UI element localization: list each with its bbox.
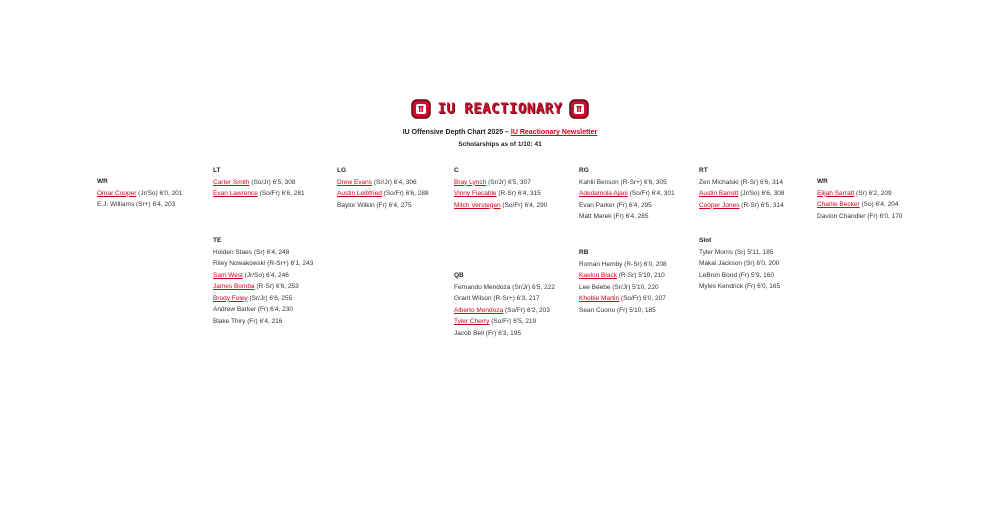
player-info: (R-Sr+) 6'1, 243 (265, 260, 314, 267)
player-name: Lee Beebe (579, 283, 611, 291)
player-row (454, 188, 547, 200)
position-label: C (454, 167, 459, 174)
player-info: (Sr/Jr) 5'10, 220 (610, 283, 659, 291)
helmet-icon (410, 98, 432, 120)
player-info: (Sr) 6'2, 209 (854, 189, 892, 197)
position-group-slot (699, 235, 780, 293)
player-row (337, 200, 429, 212)
player-row (213, 293, 313, 305)
player-row (454, 328, 555, 340)
player-info: (Fr) 5'10, 185 (615, 306, 656, 314)
player-info: (Fr) 6'3, 195 (484, 329, 522, 337)
player-info: (Sr/Jr) 6'5, 222 (510, 283, 555, 291)
player-info: (Jr/So) 6'0, 201 (136, 189, 183, 197)
player-row (454, 305, 555, 317)
player-name-link[interactable]: Elijah Sarratt (817, 189, 855, 197)
player-row (454, 177, 547, 189)
player-row (579, 200, 675, 212)
page-title (0, 129, 1000, 136)
position-label: Slot (699, 237, 712, 244)
player-row (699, 177, 784, 189)
player-name-link[interactable]: Drew Evans (337, 178, 373, 186)
player-info: (Sr+) 6'4, 203 (134, 201, 176, 208)
player-name-link[interactable]: James Bomba (213, 283, 255, 290)
player-row (213, 270, 313, 282)
position-group-c (454, 165, 547, 211)
player-name-link[interactable]: Austin Leibfried (337, 190, 382, 197)
player-row (337, 177, 429, 189)
player-row (579, 259, 667, 271)
player-info: (Fr) 6'4, 295 (614, 201, 652, 209)
player-name-link[interactable]: Carter Smith (213, 178, 250, 186)
player-info: (So) 6'4, 204 (859, 201, 899, 208)
player-row (213, 177, 305, 189)
player-info: (So/Jr) 6'5, 308 (249, 178, 296, 186)
player-row (579, 305, 667, 317)
player-row (213, 258, 313, 270)
player-info: (So/Fr) 6'5, 219 (489, 318, 537, 325)
player-name: Myles Kendrick (699, 283, 744, 290)
player-name: Davion Chandler (817, 212, 866, 220)
player-name-link[interactable]: Tyler Cherry (454, 318, 490, 325)
player-name: Matt Marek (579, 213, 612, 220)
player-info: (Sr) 5'11, 185 (732, 248, 774, 256)
player-info: (So/Fr) 6'0, 207 (619, 295, 666, 302)
player-name-link[interactable]: Mitch Verstegen (454, 201, 501, 209)
player-info: (Fr) 6'4, 230 (256, 306, 294, 313)
player-row (579, 211, 675, 223)
player-info: (Fr) 6'0, 170 (865, 212, 903, 220)
player-name: Tyler Morris (699, 248, 733, 256)
player-name: Jacob Bell (454, 329, 484, 337)
position-group-wr-right (817, 176, 902, 222)
scholarship-count: Scholarships as of 1/10: 41 (458, 141, 542, 148)
position-label: QB (454, 272, 464, 279)
player-name: Zen Michalski (699, 178, 739, 186)
player-name-link[interactable]: Cooper Jones (699, 201, 740, 209)
player-name: Fernando Mendoza (454, 283, 511, 291)
player-name-link[interactable]: Omar Cooper (97, 189, 137, 197)
player-info: (R-Sr) 6'0, 208 (622, 260, 667, 268)
newsletter-link[interactable]: IU Reactionary Newsletter (510, 129, 598, 136)
player-info: (R-Sr) 6'4, 315 (496, 190, 541, 197)
position-label: RT (699, 167, 708, 174)
player-name: Riley Nowakowski (213, 260, 266, 267)
player-info: (R-Sr) 5'10, 210 (616, 272, 665, 279)
player-row (579, 270, 667, 282)
player-info: (R-Sr) 6'6, 314 (738, 178, 783, 186)
player-row (454, 200, 547, 212)
position-group-qb (454, 270, 555, 339)
position-label: RG (579, 167, 589, 174)
player-name: Roman Hemby (579, 260, 623, 268)
position-group-lg (337, 165, 429, 211)
player-info: (Jr/So) 6'6, 308 (738, 190, 785, 197)
player-info: (Sr/Jr) 6'4, 306 (372, 178, 417, 186)
player-name: Baylor Wilkin (337, 201, 375, 209)
player-row (213, 316, 313, 328)
player-info: (Fr) 6'4, 285 (611, 213, 649, 220)
player-name: E.J. Williams (97, 201, 135, 208)
position-group-wr-left (97, 176, 182, 211)
player-name: Grant Wilson (454, 295, 492, 302)
player-row (97, 188, 182, 200)
position-label: WR (817, 178, 828, 185)
player-row (454, 282, 555, 294)
player-info: (R-Sr+) 6'3, 217 (491, 295, 540, 302)
player-name: LeBron Bond (699, 271, 737, 279)
player-row (579, 177, 675, 189)
player-info: (Jr/So) 6'4, 246 (242, 271, 289, 279)
player-name-link[interactable]: Adedamola Ajani (579, 190, 628, 197)
player-info: (Fr) 6'0, 165 (743, 283, 781, 290)
player-name: Holden Staes (213, 248, 253, 256)
player-name-link[interactable]: Alberto Mendoza (454, 306, 504, 314)
player-row (817, 211, 902, 223)
position-label: LG (337, 167, 347, 174)
player-row (817, 188, 902, 200)
position-group-rb (579, 247, 667, 316)
player-name: Sean Cuono (579, 306, 616, 314)
player-name: Makai Jackson (699, 260, 742, 267)
position-label: TE (213, 237, 222, 244)
player-info: (R-Sr) 6'6, 253 (254, 283, 299, 290)
player-row (213, 281, 313, 293)
player-name: Evan Parker (579, 201, 615, 209)
player-name-link[interactable]: Evan Lawrence (213, 190, 258, 197)
player-info: (So/Fr) 6'4, 301 (627, 190, 675, 197)
logo-text: IU REACTIONARY (437, 101, 563, 117)
player-name: Andrew Barker (213, 306, 256, 313)
player-name-link[interactable]: Brody Foley (213, 294, 248, 302)
player-info: (So/Fr) 6'4, 290 (500, 201, 548, 209)
position-group-rt (699, 165, 784, 211)
player-row (97, 199, 182, 211)
player-name: Blake Thiry (213, 317, 246, 325)
player-info: (Sr) 6'4, 248 (252, 248, 290, 256)
player-row (699, 247, 780, 259)
helmet-icon (568, 98, 590, 120)
player-name: Kahlil Benson (579, 178, 619, 186)
player-row (454, 293, 555, 305)
player-row (699, 281, 780, 293)
position-group-rg (579, 165, 675, 223)
position-label: LT (213, 167, 221, 174)
player-row (579, 282, 667, 294)
player-info: (So/Fr) 6'6, 281 (257, 190, 305, 197)
player-name-link[interactable]: Sam West (213, 271, 243, 279)
player-info: (Fr) 6'4, 216 (245, 317, 283, 325)
player-name-link[interactable]: Charlie Becker (817, 201, 860, 208)
player-info: (Fr) 6'4, 275 (374, 201, 412, 209)
player-info: (R-Sr) 6'5, 314 (739, 201, 784, 209)
player-row (699, 200, 784, 212)
player-row (579, 293, 667, 305)
player-info: (Sr/Jr) 6'6, 255 (247, 294, 293, 302)
player-info: (Sr/Jr) 6'5, 307 (486, 178, 531, 186)
player-name-link[interactable]: Bray Lynch (454, 178, 487, 186)
player-info: (So/Fr) 6'2, 203 (503, 306, 550, 314)
player-name-link[interactable]: Kaelon Black (579, 272, 617, 279)
player-row (817, 199, 902, 211)
position-label: WR (97, 178, 108, 185)
player-info: (R-Sr+) 6'6, 305 (618, 178, 667, 186)
player-row (454, 316, 555, 328)
player-row (699, 258, 780, 270)
player-info: (Sr) 6'0, 200 (742, 260, 780, 267)
player-row (699, 188, 784, 200)
position-group-lt (213, 165, 305, 200)
player-name-link[interactable]: Khobie Martin (579, 295, 620, 302)
player-info: (Fr) 5'9, 160 (736, 271, 774, 279)
player-row (213, 247, 313, 259)
player-info: (So/Fr) 6'6, 288 (381, 190, 429, 197)
player-row (579, 188, 675, 200)
position-label: RB (579, 249, 589, 256)
player-name-link[interactable]: Austin Barrett (699, 190, 739, 197)
player-name-link[interactable]: Vinny Fiacable (454, 190, 497, 197)
player-row (213, 304, 313, 316)
position-group-te (213, 235, 313, 327)
player-row (699, 270, 780, 282)
player-row (337, 188, 429, 200)
title-text: IU Offensive Depth Chart 2025 – (402, 129, 511, 136)
player-row (213, 188, 305, 200)
newsletter-logo (410, 97, 590, 121)
